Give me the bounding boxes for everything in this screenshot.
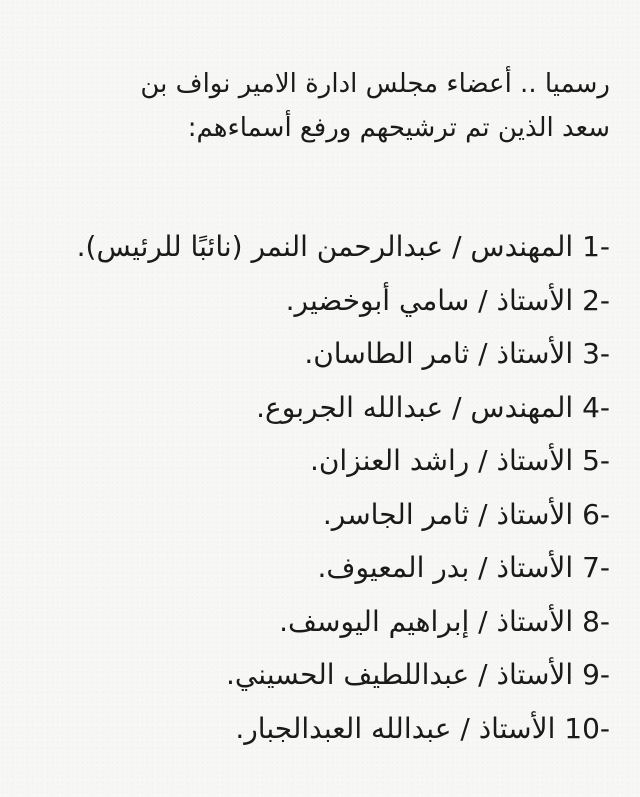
item-text: الأستاذ / عبداللطيف الحسيني. xyxy=(226,658,574,691)
members-list xyxy=(20,220,610,755)
item-text: الأستاذ / بدر المعيوف. xyxy=(317,551,574,584)
item-number: 8- xyxy=(582,604,610,638)
list-item xyxy=(20,648,610,702)
list-item xyxy=(20,434,610,488)
list-item xyxy=(20,327,610,381)
item-text: الأستاذ / إبراهيم اليوسف. xyxy=(279,604,574,638)
item-text: الأستاذ / ثامر الطاسان. xyxy=(304,337,574,370)
item-number: 10- xyxy=(564,711,610,745)
item-number: 4- xyxy=(582,390,610,424)
list-item xyxy=(20,274,610,328)
list-item xyxy=(20,702,610,756)
item-number: 7- xyxy=(582,551,610,584)
item-text: الأستاذ / راشد العنزان. xyxy=(309,444,574,477)
item-number: 3- xyxy=(582,337,610,370)
item-text: الأستاذ / سامي أبوخضير. xyxy=(285,283,574,317)
item-text: المهندس / عبدالرحمن النمر (نائبًا للرئيس). xyxy=(76,230,574,263)
list-item xyxy=(20,381,610,435)
note-body xyxy=(20,62,610,755)
item-text: الأستاذ / ثامر الجاسر. xyxy=(322,497,574,531)
intro-paragraph xyxy=(20,62,610,150)
item-number: 6- xyxy=(582,497,610,531)
intro-line-2: سعد الذين تم ترشيحهم ورفع أسماءهم: xyxy=(187,113,610,143)
intro-line-1: رسميا .. أعضاء مجلس ادارة الامير نواف بن xyxy=(140,69,610,99)
list-item xyxy=(20,541,610,595)
item-text: المهندس / عبدالله الجربوع. xyxy=(256,390,574,424)
item-number: 1- xyxy=(582,230,610,263)
item-number: 9- xyxy=(582,658,610,691)
list-item xyxy=(20,595,610,649)
list-item xyxy=(20,220,610,274)
item-number: 2- xyxy=(582,283,610,317)
item-text: الأستاذ / عبدالله العبدالجبار. xyxy=(235,711,556,745)
list-item xyxy=(20,488,610,542)
item-number: 5- xyxy=(582,444,610,477)
